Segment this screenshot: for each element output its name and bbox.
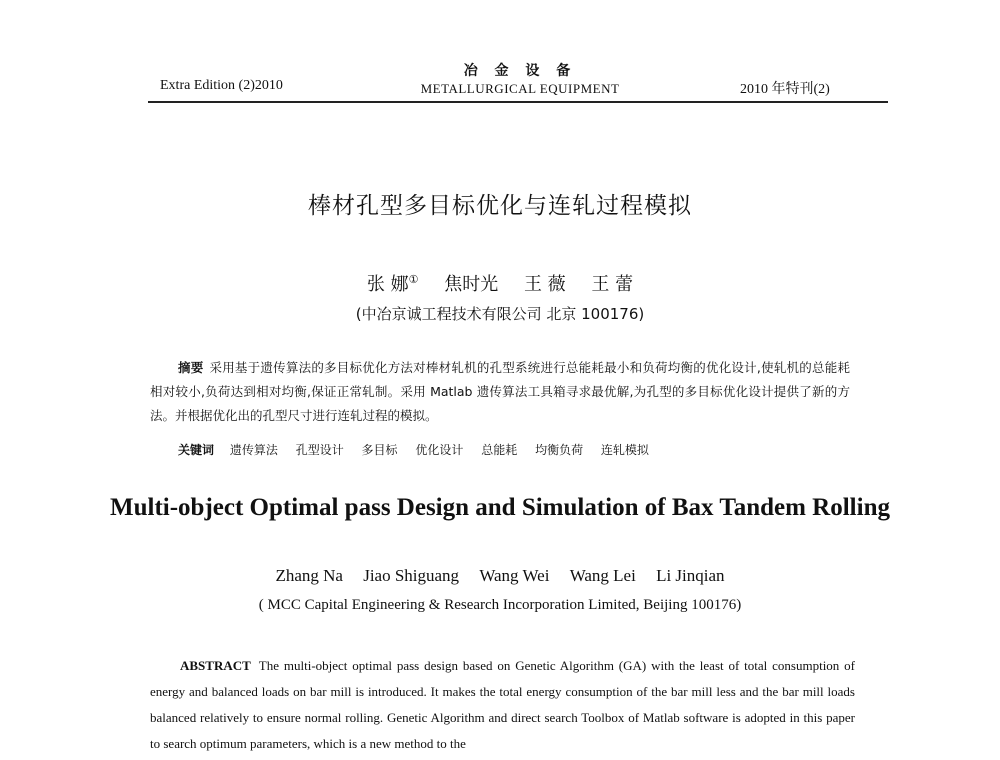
abstract-cn-text: 采用基于遗传算法的多目标优化方法对棒材轧机的孔型系统进行总能耗最小和负荷均衡的优化设计,使轧机的总能耗相对较小,负荷达到相对均衡,保证正常轧制。采用 Matlab 遗传算法工具箱寻求最优解,为孔型的多目标优化设计提供了新的方法。并根据优化出的孔型尺寸进行连轧过程的模拟。	[150, 360, 850, 423]
authors-cn	[0, 270, 1000, 296]
keyword: 孔型设计	[295, 443, 344, 457]
affiliation-en: ( MCC Capital Engineering & Research Incorporation Limited, Beijing 100176)	[258, 597, 742, 613]
abstract-en	[150, 653, 855, 757]
affiliation-cn: (中冶京诚工程技术有限公司 北京 100176)	[355, 305, 645, 323]
journal-name-cn: 冶 金 设 备	[463, 63, 577, 79]
title-en: Multi-object Optimal pass Design and Simulation of Bax Tandem Rolling	[110, 494, 890, 521]
header-issue: 2010 年特刊(2)	[740, 82, 830, 97]
header-rule	[148, 101, 888, 103]
keywords-cn	[178, 441, 858, 458]
author-cn-2: 焦时光	[444, 274, 499, 295]
keyword: 连轧模拟	[600, 443, 649, 457]
title-cn: 棒材孔型多目标优化与连轧过程模拟	[308, 193, 692, 219]
author-en-2: Jiao Shiguang	[363, 566, 460, 585]
abstract-en-text: The multi-object optimal pass design based on Genetic Algorithm (GA) with the least of total consumption of energy and balanced loads on bar mill is introduced. It makes the total energy consumption of the bar mill less and the bar mill loads balanced relatively to ensure normal rolling. Genetic Algorithm and direct search Toolbox of Matlab software is adopted in this paper to search optimum parameters, which is a new method to the	[150, 658, 855, 751]
header-edition: Extra Edition (2)2010	[160, 78, 283, 93]
keyword: 总能耗	[481, 443, 518, 457]
footnote-mark: ①	[408, 273, 419, 286]
header-journal	[420, 60, 620, 97]
keyword: 均衡负荷	[535, 443, 584, 457]
author-cn-3: 王 薇	[523, 274, 566, 295]
keyword: 优化设计	[415, 443, 464, 457]
keywords-cn-label: 关键词	[178, 443, 215, 457]
author-en-5: Li Jinqian	[656, 566, 725, 585]
author-en-1: Zhang Na	[275, 566, 343, 585]
abstract-cn	[150, 356, 850, 428]
keyword: 多目标	[361, 443, 398, 457]
keyword: 遗传算法	[229, 443, 278, 457]
journal-name-en: METALLURGICAL EQUIPMENT	[420, 81, 620, 96]
author-en-4: Wang Lei	[569, 566, 636, 585]
abstract-cn-label: 摘要	[178, 360, 204, 375]
abstract-en-label: ABSTRACT	[180, 658, 251, 673]
author-cn-1: 张 娜①	[366, 273, 419, 295]
authors-en	[0, 566, 1000, 586]
author-cn-4: 王 蕾	[591, 274, 634, 295]
author-en-3: Wang Wei	[479, 566, 550, 585]
